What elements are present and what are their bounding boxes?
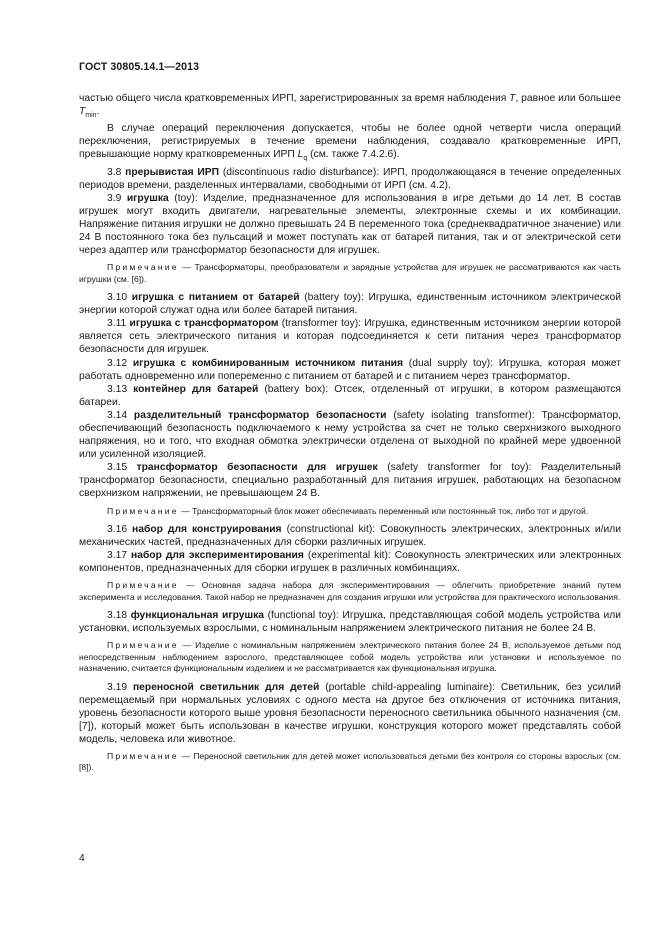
def-number: 3.11 xyxy=(107,318,127,330)
definition-3-11 xyxy=(79,317,621,356)
note-text: Изделие с номинальным напряжением электрического питания более 24 В, используемое детьми под непосредственным наблюдением взрослого, представляющее собой модель устройства или установки и используемое по назначению, считается функциональным изделием и не рассматривается как функциональная игрушка. xyxy=(79,640,621,674)
def-number: 3.9 xyxy=(107,192,122,204)
def-term: разделительный трансформатор безопасности xyxy=(133,409,387,421)
intro-paragraph xyxy=(79,92,621,122)
def-text: (constructional kit): Совокупность электрических, электронных и/или механических частей, предназначенных для сборки различных игрушек. xyxy=(79,523,621,549)
note-2 xyxy=(79,506,621,517)
intro-text-end: , равное или большее xyxy=(515,93,621,104)
intro-text: частью общего числа кратковременных ИРП, зарегистрированных за время наблюдения xyxy=(79,93,510,104)
definition-3-16 xyxy=(79,523,621,549)
note-label: Примечание xyxy=(107,580,179,591)
note-dash: — xyxy=(178,640,196,651)
note-5 xyxy=(79,751,621,774)
page-number: 4 xyxy=(79,853,85,864)
def-text: (experimental kit): Совокупность электрических или электронных компонентов, предназначенных для сборки игрушек в различных комбинациях. xyxy=(79,550,621,575)
def-number: 3.8 xyxy=(107,166,122,178)
def-term: игрушка с питанием от батарей xyxy=(131,292,300,304)
def-number: 3.15 xyxy=(107,462,128,474)
def-text: (safety transformer for toy): Разделительный трансформатор безопасности, специально разработанный для питания игрушек, работающих на безопасном сверхнизком напряжении, не превышающем 24 В. xyxy=(79,462,621,500)
def-term: переносной светильник для детей xyxy=(132,681,320,693)
definition-3-8 xyxy=(79,166,621,192)
note-label: Примечание xyxy=(107,751,179,761)
def-number: 3.19 xyxy=(107,681,128,693)
note-text: Основная задача набора для экспериментирования — облегчить приобретение знаний путем эксперимента и исследования. Такой набор не предназначен для создания игрушки или устройства для практического использования. xyxy=(79,580,621,602)
definition-3-15 xyxy=(79,461,621,500)
var-l: L xyxy=(297,149,304,161)
var-tmin: T xyxy=(79,106,86,118)
def-text: (transformer toy): Игрушка, единственным источником энергии которой является сеть электрического питания и которая подсоединяется к сети питания через трансформатор безопасности для игрушек. xyxy=(79,318,621,356)
def-number: 3.10 xyxy=(107,292,128,304)
def-number: 3.14 xyxy=(107,409,128,421)
note-3 xyxy=(79,580,621,603)
def-term: игрушка с трансформатором xyxy=(129,318,279,330)
def-term: игрушка с комбинированным источником питания xyxy=(132,357,404,369)
definition-3-14 xyxy=(79,409,621,461)
def-term: функциональная игрушка xyxy=(130,610,264,622)
note-label: Примечание xyxy=(107,505,179,516)
switching-paragraph xyxy=(79,122,621,165)
note-dash: — xyxy=(178,751,194,761)
subscript-q: q xyxy=(303,155,308,163)
note-dash: — xyxy=(178,505,193,516)
note-text: Переносной светильник для детей может использоваться детьми без контроля со стороны взрослых (см. [8]). xyxy=(79,751,621,773)
def-term: трансформатор безопасности для игрушек xyxy=(136,462,378,474)
note-4 xyxy=(79,640,621,674)
note-label: Примечание xyxy=(107,262,179,273)
document-header: ГОСТ 30805.14.1—2013 xyxy=(79,61,200,73)
def-term: контейнер для батарей xyxy=(133,383,259,395)
subscript-min: min xyxy=(85,112,97,120)
def-term: прерывистая ИРП xyxy=(125,166,220,178)
intro-period: . xyxy=(96,106,100,118)
def-text: (toy): Изделие, предназначенное для использования в игре детьми до 14 лет. В состав игрушек могут входить двигатели, нагревательные элементы, электронные схемы и их комбинации. Напряжение питания игрушки не должно превышать 24 В переменного тока (среднеквадратичное значение) или 24 В постоянного тока без пульсаций и может поступать как от батарей питания, так и от электрической сети через адаптер или трансформатор безопасности для игрушек. xyxy=(79,192,621,257)
definition-3-19 xyxy=(79,681,621,746)
def-term: игрушка xyxy=(126,192,169,204)
def-text: (discontinuous radio disturbance): ИРП, продолжающаяся в течение определенных периодов времени, разделенных интервалами, свободными от ИРП (см. 4.2). xyxy=(79,166,622,191)
definition-3-13 xyxy=(79,383,621,409)
def-text: (functional toy): Игрушка, представляющая собой модель устройства или установки, используемых взрослыми, с номинальным напряжением электрического питания не более 24 В. xyxy=(79,610,621,635)
def-number: 3.12 xyxy=(107,357,128,369)
definition-3-17 xyxy=(79,549,621,575)
document-body xyxy=(79,92,621,780)
def-term: набор для экспериментирования xyxy=(131,550,304,562)
definition-3-12 xyxy=(79,357,621,383)
definition-3-10 xyxy=(79,291,621,317)
definition-3-18 xyxy=(79,609,621,635)
note-text: Трансформаторы, преобразователи и зарядные устройства для игрушек не рассматриваются как часть игрушки (см. [6]). xyxy=(79,262,621,284)
def-text: (battery toy): Игрушка, единственным источником электрической энергии которой служат одна или более батарей питания. xyxy=(79,292,621,317)
note-1 xyxy=(79,262,621,285)
def-text: (dual supply toy): Игрушка, которая может работать одновременно или попеременно с питанием от батарей и с питанием через трансформатор. xyxy=(79,357,621,382)
def-number: 3.18 xyxy=(107,610,128,622)
def-text: (battery box): Отсек, отделенный от игрушки, в котором размещаются батареи. xyxy=(79,383,621,408)
note-text: Трансформаторный блок может обеспечивать переменный или постоянный ток, либо тот и другой. xyxy=(192,505,589,516)
switching-text-end: (см. также 7.4.2.6). xyxy=(307,149,400,161)
def-number: 3.17 xyxy=(107,550,128,562)
def-text: (safety isolating transformer): Трансформатор, обеспечивающий безопасность подключаемого к нему устройства за счет не только сверхнизкого выходного напряжения, но и того, что входная обмотка электрически отделена от выходной по крайней мере удвоенной или усиленной изоляцией. xyxy=(79,409,621,461)
def-number: 3.16 xyxy=(107,523,128,535)
def-text: (portable child-appealing luminaire): Светильник, без усилий перемещаемый при нормальных условиях с одного места на другое без отключения от источника питания, уровень безопасности которого выше уровня безопасности переносного светильника обычного назначения (см. [7]), который может быть использован в качестве игрушки, конструкция которого может представлять собой модель, человека или животное. xyxy=(79,681,621,745)
definition-3-9 xyxy=(79,192,621,257)
def-term: набор для конструирования xyxy=(132,523,282,535)
var-t: T xyxy=(509,93,516,104)
note-dash: — xyxy=(178,580,202,591)
note-dash: — xyxy=(178,262,195,273)
switching-text: В случае операций переключения допускается, чтобы не более одной четверти числа операций переключения, регистрируемых в течение времени наблюдения, создавало кратковременные ИРП, превышающие норму кратковременных ИРП xyxy=(79,123,621,161)
note-label: Примечание xyxy=(107,640,179,651)
def-number: 3.13 xyxy=(107,383,128,395)
